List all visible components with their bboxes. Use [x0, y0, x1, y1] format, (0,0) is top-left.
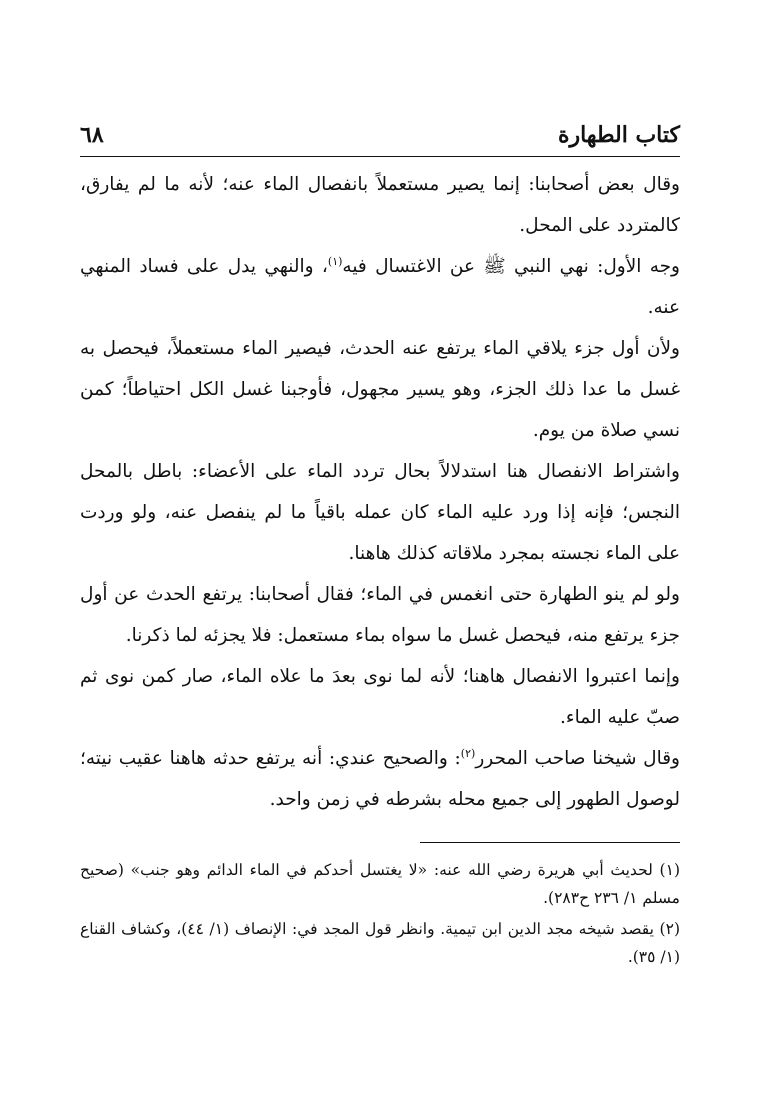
footnote-ref: (١) — [327, 254, 343, 268]
paragraph: ولو لم ينو الطهارة حتى انغمس في الماء؛ فقال أصحابنا: يرتفع الحدث عن أول جزء يرتفع منه، فيحصل غسل ما سواه بماء مستعمل: فلا يجزئه لما ذكرنا. — [80, 584, 680, 646]
paragraph — [80, 246, 680, 328]
page-number: ٦٨ — [80, 122, 104, 148]
paragraph: وقال بعض أصحابنا: إنما يصير مستعملاً بانفصال الماء عنه؛ لأنه ما لم يفارق، كالمتردد على المحل. — [80, 174, 680, 236]
header-divider — [80, 156, 680, 157]
paragraph: ولأن أول جزء يلاقي الماء يرتفع عنه الحدث، فيصير الماء مستعملاً، فيحصل به غسل ما عدا ذلك الجزء، وهو يسير مجهول، فأوجبنا غسل الكل احتياطاً؛ كمن نسي صلاة من يوم. — [80, 338, 680, 441]
paragraph-text: ، والنهي يدل على فساد المنهي عنه. — [80, 256, 680, 318]
paragraph: واشتراط الانفصال هنا استدلالاً بحال تردد الماء على الأعضاء: باطل بالمحل النجس؛ فإنه إذا ورد عليه الماء كان عمله باقياً ما لم ينفصل عنه، ولو وردت على الماء نجسته بمجرد ملاقاته كذلك هاهنا. — [80, 461, 680, 564]
paragraph — [80, 738, 680, 820]
footnote: (١) لحديث أبي هريرة رضي الله عنه: «لا يغتسل أحدكم في الماء الدائم وهو جنب» (صحيح مسلم ١/ ٢٣٦ ح٢٨٣). — [80, 861, 680, 907]
running-title: كتاب الطهارة — [557, 122, 680, 148]
footnote-ref: (٢) — [460, 746, 476, 760]
paragraph-text: وقال شيخنا صاحب المحرر — [475, 748, 680, 769]
footnote: (٢) يقصد شيخه مجد الدين ابن تيمية. وانظر قول المجد في: الإنصاف (١/ ٤٤)، وكشاف القناع (١/ ٣٥). — [80, 920, 680, 966]
footnote-divider — [420, 842, 680, 843]
paragraph-text: وجه الأول: نهي النبي ﷺ عن الاغتسال فيه — [342, 256, 680, 277]
paragraph-text: : والصحيح عندي: أنه يرتفع حدثه هاهنا عقيب نيته؛ لوصول الطهور إلى جميع محله بشرطه في زمن واحد. — [80, 748, 680, 810]
footnotes — [80, 856, 680, 974]
main-text — [80, 164, 680, 820]
paragraph: وإنما اعتبروا الانفصال هاهنا؛ لأنه لما نوى بعدَ ما علاه الماء، صار كمن نوى ثم صبّ عليه الماء. — [80, 666, 680, 728]
page-header — [80, 120, 680, 160]
